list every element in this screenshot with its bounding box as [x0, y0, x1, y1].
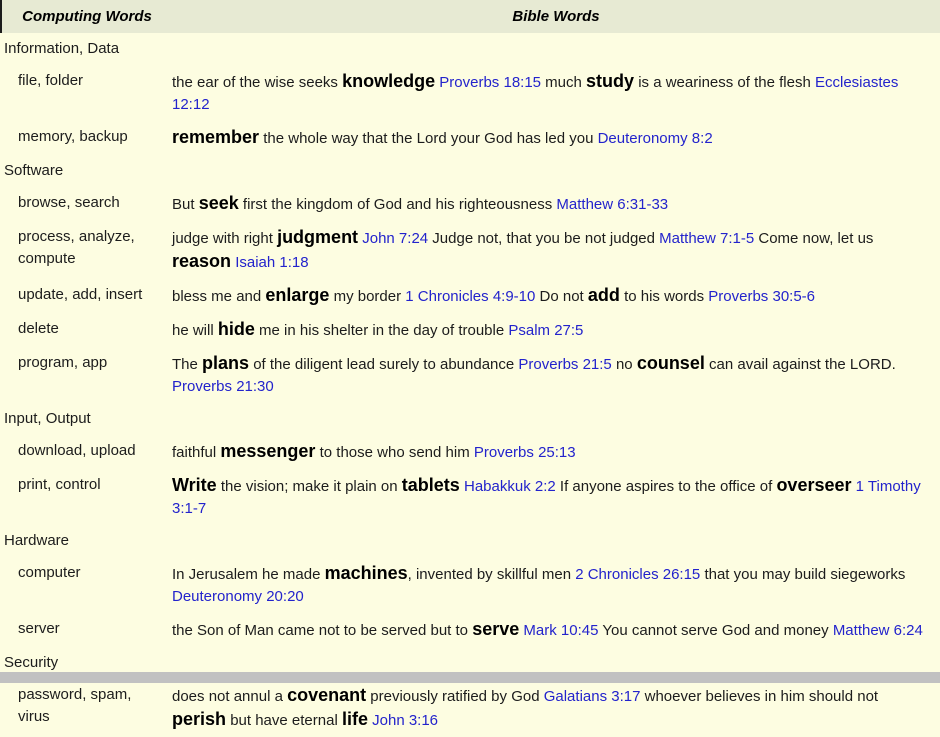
computing-term: update, add, insert — [18, 286, 143, 303]
keyword-bold: plans — [202, 353, 250, 373]
table-row — [0, 557, 940, 613]
verse-text: my border — [329, 288, 406, 305]
verse-reference-link[interactable]: Galatians 3:17 — [543, 688, 641, 705]
bible-verse — [172, 684, 940, 732]
bible-verse — [172, 440, 940, 464]
verse-text: to those who send him — [315, 444, 474, 461]
keyword-bold: counsel — [636, 353, 705, 373]
verse-reference-link[interactable]: Psalm 27:5 — [508, 322, 584, 339]
table-row — [0, 187, 940, 221]
verse-text: But — [172, 196, 199, 213]
verse-reference-link[interactable]: Proverbs 21:30 — [172, 378, 274, 395]
keyword-bold: tablets — [401, 475, 460, 495]
verse-reference-link[interactable]: 1 Timothy 3:1-7 — [172, 478, 921, 517]
verse-text: can avail against the LORD. — [704, 356, 896, 373]
column-header-bible-words: Bible Words — [512, 8, 600, 25]
verse-text: If anyone aspires to the office of — [555, 478, 777, 495]
verse-text: faithful — [172, 444, 221, 461]
verse-text: much — [541, 74, 587, 91]
verse-text: Do not — [535, 288, 588, 305]
horizontal-scrollbar[interactable] — [0, 672, 940, 683]
verse-text: previously ratified by God — [366, 688, 544, 705]
verse-reference-link[interactable]: John 7:24 — [362, 230, 429, 247]
bible-verse — [172, 70, 940, 116]
verse-reference-link[interactable]: 2 Chronicles 26:15 — [575, 566, 701, 583]
category-label: Security — [4, 654, 59, 671]
table-header — [0, 0, 940, 33]
keyword-bold: overseer — [776, 475, 852, 495]
keyword-bold: messenger — [220, 441, 316, 461]
verse-text: he will — [172, 322, 218, 339]
verse-reference-link[interactable]: Proverbs 30:5-6 — [708, 288, 816, 305]
verse-reference-link[interactable]: Proverbs 25:13 — [473, 444, 576, 461]
computing-term: file, folder — [18, 72, 84, 89]
table-row — [0, 313, 940, 347]
computing-term: server — [18, 620, 60, 637]
bible-verse — [172, 126, 940, 150]
table-row — [0, 347, 940, 403]
keyword-bold: remember — [172, 127, 260, 147]
verse-text: me in his shelter in the day of trouble — [254, 322, 509, 339]
table-body — [0, 33, 940, 737]
verse-reference-link[interactable]: Ecclesiastes 12:12 — [172, 74, 899, 113]
table-row — [0, 435, 940, 469]
verse-text: The — [172, 356, 203, 373]
bible-verse — [172, 618, 940, 642]
verse-text: does not annul a — [172, 688, 288, 705]
keyword-bold: study — [586, 71, 635, 91]
keyword-bold: covenant — [287, 685, 367, 705]
verse-text: is a weariness of the flesh — [634, 74, 815, 91]
verse-text: bless me and — [172, 288, 266, 305]
verse-text: the vision; make it plain on — [216, 478, 402, 495]
verse-reference-link[interactable]: Deuteronomy 8:2 — [597, 130, 713, 147]
verse-text: You cannot serve God and money — [598, 622, 833, 639]
verse-text: that you may build siegeworks — [700, 566, 906, 583]
bible-verse — [172, 352, 940, 398]
verse-reference-link[interactable]: Isaiah 1:18 — [235, 254, 309, 271]
verse-text: the Son of Man came not to be served but to — [172, 622, 473, 639]
bible-verse — [172, 226, 940, 274]
computing-term: program, app — [18, 354, 108, 371]
table-row — [0, 679, 940, 737]
verse-reference-link[interactable]: Deuteronomy 20:20 — [172, 588, 304, 605]
computing-term: browse, search — [18, 194, 120, 211]
verse-text: Judge not, that you be not judged — [428, 230, 660, 247]
computing-term: memory, backup — [18, 128, 128, 145]
verse-text: of the diligent lead surely to abundance — [249, 356, 519, 373]
keyword-bold: perish — [172, 709, 227, 729]
verse-reference-link[interactable]: Mark 10:45 — [523, 622, 599, 639]
keyword-bold: reason — [172, 251, 232, 271]
keyword-bold: machines — [324, 563, 408, 583]
keyword-bold: serve — [472, 619, 520, 639]
verse-reference-link[interactable]: Matthew 7:1-5 — [659, 230, 755, 247]
computing-term: download, upload — [18, 442, 136, 459]
verse-text: whoever believes in him should not — [640, 688, 879, 705]
keyword-bold: hide — [217, 319, 255, 339]
verse-text: but have eternal — [226, 712, 342, 729]
verse-reference-link[interactable]: Proverbs 21:5 — [518, 356, 612, 373]
computing-term: computer — [18, 564, 81, 581]
verse-text: the ear of the wise seeks — [172, 74, 343, 91]
keyword-bold: seek — [198, 193, 239, 213]
category-label: Input, Output — [4, 410, 91, 427]
verse-text: first the kingdom of God and his righteousness — [238, 196, 557, 213]
bible-verse — [172, 192, 940, 216]
verse-reference-link[interactable]: John 3:16 — [372, 712, 439, 729]
table-row — [0, 613, 940, 647]
verse-text: In Jerusalem he made — [172, 566, 325, 583]
keyword-bold: judgment — [277, 227, 359, 247]
category-label: Software — [4, 162, 64, 179]
verse-reference-link[interactable]: Proverbs 18:15 — [439, 74, 542, 91]
keyword-bold: add — [587, 285, 620, 305]
bible-verse — [172, 474, 940, 520]
verse-reference-link[interactable]: Matthew 6:31-33 — [556, 196, 669, 213]
table-row — [0, 469, 940, 525]
verse-text: to his words — [619, 288, 709, 305]
verse-reference-link[interactable]: Matthew 6:24 — [832, 622, 923, 639]
verse-text: judge with right — [172, 230, 278, 247]
table-row — [0, 279, 940, 313]
computing-term: print, control — [18, 476, 101, 493]
keyword-bold: Write — [172, 475, 217, 495]
verse-text: no — [611, 356, 637, 373]
category-label: Hardware — [4, 532, 70, 549]
bible-verse — [172, 318, 940, 342]
verse-reference-link[interactable]: 1 Chronicles 4:9-10 — [405, 288, 536, 305]
bible-verse — [172, 562, 940, 608]
table-row — [0, 121, 940, 155]
computing-term: password, spam, virus — [18, 686, 132, 725]
table-row — [0, 221, 940, 279]
column-header-computing-words: Computing Words — [22, 8, 152, 25]
bible-verse — [172, 284, 940, 308]
verse-text: , invented by skillful men — [407, 566, 576, 583]
computing-term: delete — [18, 320, 59, 337]
verse-reference-link[interactable]: Habakkuk 2:2 — [464, 478, 556, 495]
verse-text: Come now, let us — [754, 230, 874, 247]
table-row — [0, 65, 940, 121]
keyword-bold: life — [341, 709, 368, 729]
verse-text: the whole way that the Lord your God has led you — [259, 130, 598, 147]
computing-term: process, analyze, compute — [18, 228, 135, 267]
keyword-bold: knowledge — [342, 71, 436, 91]
keyword-bold: enlarge — [265, 285, 330, 305]
category-label: Information, Data — [4, 40, 120, 57]
